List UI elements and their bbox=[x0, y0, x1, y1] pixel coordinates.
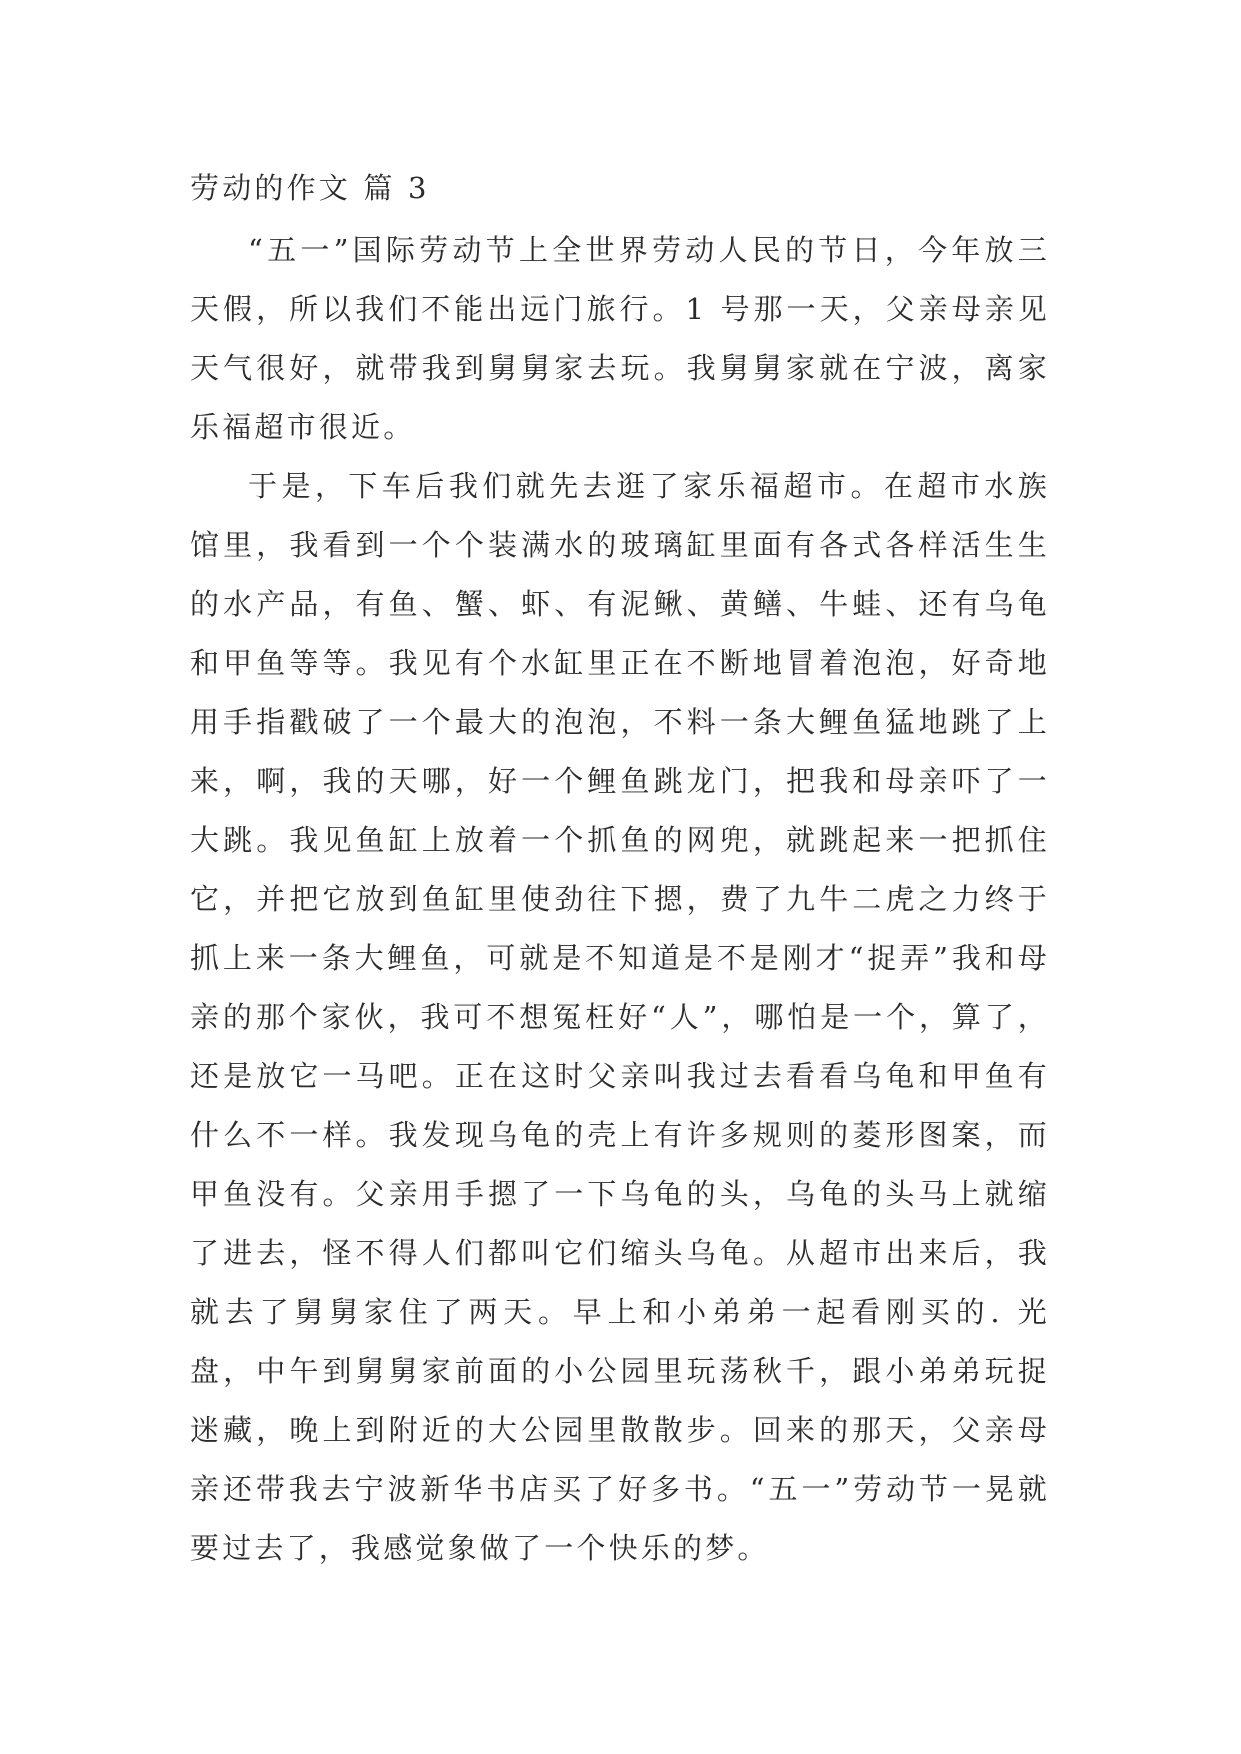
paragraph-intro: “五一”国际劳动节上全世界劳动人民的节日，今年放三天假，所以我们不能出远门旅行。1 号那一天，父亲母亲见天气很好，就带我到舅舅家去玩。我舅舅家就在宁波，离家乐福超市很近。 bbox=[190, 233, 1050, 444]
document-body bbox=[190, 162, 1050, 1578]
document-title: 劳动的作文 篇 3 bbox=[190, 171, 430, 205]
paragraph-supermarket: 于是，下车后我们就先去逛了家乐福超市。在超市水族馆里，我看到一个个装满水的玻璃缸里面有各式各样活生生的水产品，有鱼、蟹、虾、有泥鳅、黄鳝、牛蛙、还有乌龟和甲鱼等等。我见有个水缸里正在不断地冒着泡泡，好奇地用手指戳破了一个最大的泡泡，不料一条大鲤鱼猛地跳了上来，啊，我的天哪，好一个鲤鱼跳龙门，把我和母亲吓了一大跳。我见鱼缸上放着一个抓鱼的网兜，就跳起来一把抓住它，并把它放到鱼缸里使劲往下摁，费了九牛二虎之力终于抓上来一条大鲤鱼，可就是不知道是不是刚才“捉弄”我和母亲的那个家伙，我可不想冤枉好“人”，哪怕是一个，算了，还是放它一马吧。正在这时父亲叫我过去看看乌龟和甲鱼有什么不一样。我发现乌龟的壳上有许多规则的菱形图案，而甲鱼没有。父亲用手摁了一下乌龟的头，乌龟的头马上就缩了进去，怪不得人们都叫它们缩头乌龟。从超市出来后，我就去了舅舅家住了两天。早上和小弟弟一起看刚买的. 光盘，中午到舅舅家前面的小公园里玩荡秋千，跟小弟弟玩捉迷藏，晚上到附近的大公园里散散步。回来的那天，父亲母亲还带我去宁波新华书店买了好多书。“五一”劳动节一晃就要过去了，我感觉象做了一个快乐的梦。 bbox=[190, 469, 1050, 1565]
